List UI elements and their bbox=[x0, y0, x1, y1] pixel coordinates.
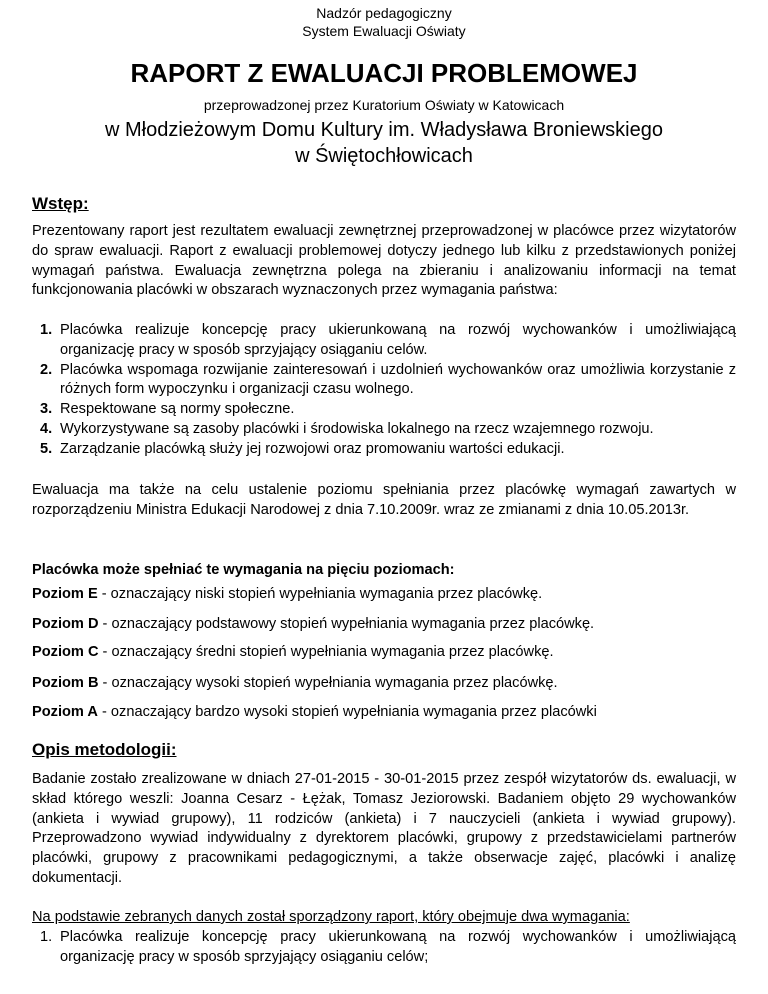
levels-heading: Placówka może spełniać te wymagania na pięciu poziomach: bbox=[32, 562, 455, 578]
list-item bbox=[32, 928, 736, 968]
methodology-heading: Opis metodologii: bbox=[32, 740, 177, 759]
institution-city: w Świętochłowicach bbox=[295, 145, 473, 167]
level-text: - oznaczający podstawowy stopień wypełniania wymagania przez placówkę. bbox=[98, 616, 595, 632]
level-item-b bbox=[32, 674, 558, 694]
list-text: Wykorzystywane są zasoby placówki i środowiska lokalnego na rzecz wzajemnego rozwoju. bbox=[60, 420, 654, 437]
level-label: Poziom E bbox=[32, 586, 98, 602]
list-number: 1. bbox=[40, 929, 53, 945]
level-item-c bbox=[32, 643, 554, 663]
list-text: Placówka wspomaga rozwijanie zainteresowań i uzdolnień wychowanków oraz umożliwia korzystanie z różnych form wypoczynku i organizacji czasu wolnego. bbox=[60, 361, 736, 398]
level-label: Poziom C bbox=[32, 644, 99, 660]
intro-paragraph: Prezentowany raport jest rezultatem ewaluacji zewnętrznej przeprowadzonej w placówce przez wizytatorów do spraw ewaluacji. Raport z ewaluacji problemowej dotyczy jednego lub kilku z przedstawionych poniżej wymagań państwa. Ewaluacja zewnętrzna polega na zbieraniu i analizowaniu informacji na temat funkcjonowania placówki w obszarach wyznaczonych przez wymagania państwa: bbox=[32, 223, 736, 299]
list-item bbox=[32, 321, 736, 361]
summary-line: Na podstawie zebranych danych został sporządzony raport, który obejmuje dwa wymagania: bbox=[32, 909, 630, 925]
organization-label: Nadzór pedagogiczny bbox=[316, 5, 452, 21]
level-item-e bbox=[32, 585, 542, 605]
list-number: 1. bbox=[40, 322, 53, 338]
list-number: 4. bbox=[40, 420, 53, 437]
list-item bbox=[32, 440, 736, 460]
level-text: - oznaczający niski stopień wypełniania wymagania przez placówkę. bbox=[97, 586, 543, 602]
system-label: System Ewaluacji Oświaty bbox=[302, 23, 466, 39]
level-label: Poziom B bbox=[32, 675, 99, 691]
list-number: 3. bbox=[40, 401, 53, 418]
list-number: 5. bbox=[40, 440, 53, 457]
list-text: Respektowane są normy społeczne. bbox=[60, 401, 295, 418]
level-item-a bbox=[32, 703, 597, 723]
intro-heading: Wstęp: bbox=[32, 194, 89, 213]
regulation-paragraph: Ewaluacja ma także na celu ustalenie poziomu spełniania przez placówkę wymagań zawartych w rozporządzeniu Ministra Edukacji Narodowej z dnia 7.10.2009r. wraz ze zmianami z dnia 10.05.2013r. bbox=[32, 482, 736, 518]
requirements-list bbox=[32, 321, 736, 460]
report-subtitle: przeprowadzonej przez Kuratorium Oświaty w Katowicach bbox=[203, 97, 565, 113]
list-text: Placówka realizuje koncepcję pracy ukierunkowaną na rozwój wychowanków i umożliwiającą organizację pracy w sposób sprzyjający osiąganiu celów. bbox=[60, 322, 736, 358]
list-item bbox=[32, 420, 736, 440]
level-label: Poziom A bbox=[32, 704, 98, 720]
level-text: - oznaczający wysoki stopień wypełniania wymagania przez placówkę. bbox=[98, 675, 558, 691]
list-text: Zarządzanie placówką służy jej rozwojowi oraz promowaniu wartości edukacji. bbox=[60, 440, 565, 457]
list-item bbox=[32, 400, 736, 420]
list-item bbox=[32, 361, 736, 401]
methodology-paragraph: Badanie zostało zrealizowane w dniach 27-01-2015 - 30-01-2015 przez zespół wizytatorów ds. ewaluacji, w skład którego weszli: Joanna Cesarz - Łężak, Tomasz Jeziorowski. Badaniem objęto 29 wychowanków (ankieta i wywiad grupowy), 11 rodziców (ankieta) i 7 nauczycieli (ankieta i wywiad grupowy). Przeprowadzono wywiad indywidualny z dyrektorem placówki, grupowy z przedstawicielami partnerów placówki, grupowy z pracownikami pedagogicznymi, a także obserwacje zajęć, placówki i analizę dokumentacji. bbox=[32, 771, 736, 886]
level-item-d bbox=[32, 615, 594, 635]
list-number: 2. bbox=[40, 361, 53, 378]
level-text: - oznaczający średni stopień wypełniania wymagania przez placówkę. bbox=[98, 644, 554, 660]
report-title: RAPORT Z EWALUACJI PROBLEMOWEJ bbox=[130, 58, 638, 88]
level-text: - oznaczający bardzo wysoki stopień wypełniania wymagania przez placówki bbox=[97, 704, 597, 720]
level-label: Poziom D bbox=[32, 616, 99, 632]
list-text: Placówka realizuje koncepcję pracy ukierunkowaną na rozwój wychowanków i umożliwiającą organizację pracy w sposób sprzyjający osiąganiu celów; bbox=[60, 929, 736, 965]
institution-name: w Młodzieżowym Domu Kultury im. Władysława Broniewskiego bbox=[105, 119, 663, 141]
report-requirements-list bbox=[32, 928, 736, 968]
